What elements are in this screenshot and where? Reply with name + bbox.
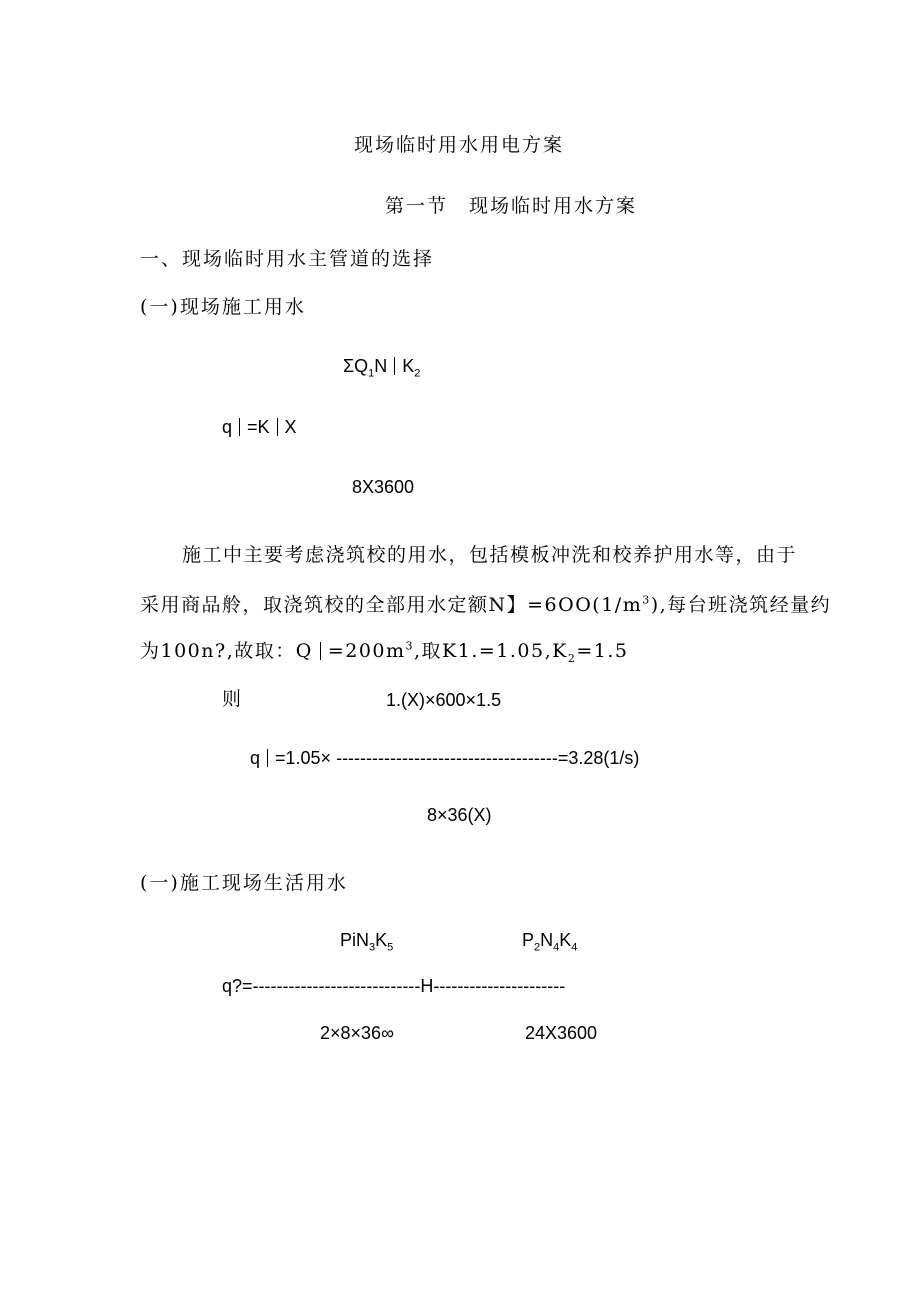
sub-heading-living-water: (一)施工现场生活用水 xyxy=(140,872,348,894)
formula2-denominator-2: 24X3600 xyxy=(525,1023,598,1043)
calc1-numerator: 1.(X)×600×1.5 xyxy=(386,690,502,710)
formula1-denominator: 8X3600 xyxy=(352,477,415,497)
calc1-lhs: q =1.05× -------------------------------------=3.28(1/s) xyxy=(250,748,640,768)
formula2-line: q?=----------------------------H---------------------- xyxy=(222,976,566,996)
paragraph-line-2: 采用商品舲，取浇筑校的全部用水定额N】$=6OO(1/m^3)$,每台班浇筑经量约 xyxy=(140,593,832,616)
page-title: 现场临时用水用电方案 xyxy=(354,134,565,156)
formula1-lhs: q =K X xyxy=(222,417,297,437)
paragraph-line-3: 为100n?,故取：$Q =200m^3$,取$K1.=1.05,K_2=1.5$ xyxy=(140,639,629,665)
sub-heading-construction-water: (一)现场施工用水 xyxy=(140,296,306,318)
formula2-numerator-1: $PiN_3K_5$ xyxy=(340,930,394,954)
formula2-denominator-1: 2×8×36∞ xyxy=(320,1023,394,1043)
paragraph-line-1: 施工中主要考虑浇筑校的用水，包括模板冲洗和校养护用水等，由于 xyxy=(182,544,798,566)
then-label: 则 xyxy=(222,688,244,710)
formula2-numerator-2: $P_2N_4K_4$ xyxy=(522,930,578,954)
calc1-denominator: 8×36(X) xyxy=(427,805,492,825)
section-heading: 第一节 现场临时用水方案 xyxy=(385,195,638,217)
heading-main-pipe-selection: 一、现场临时用水主管道的选择 xyxy=(140,248,435,270)
formula1-numerator: $\Sigma Q_1N$ $K_2$ xyxy=(343,356,421,380)
